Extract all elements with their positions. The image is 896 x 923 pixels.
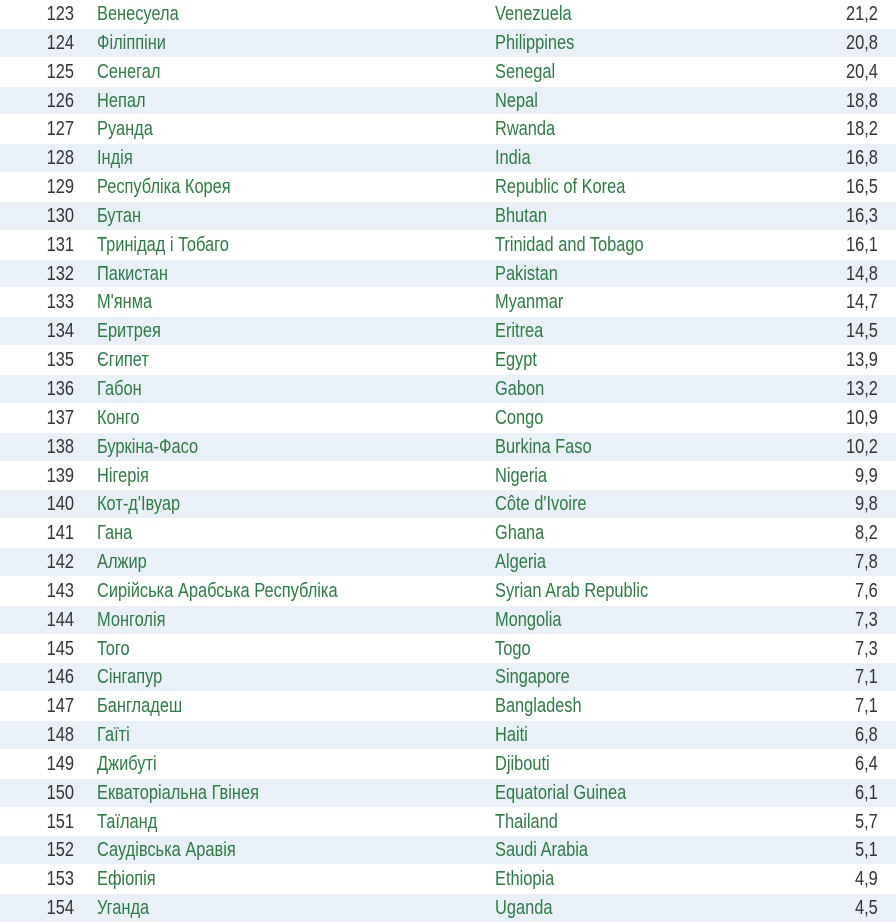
value-cell: 16,8 (846, 147, 878, 170)
country-name-ua: Індія (97, 147, 133, 170)
value-cell: 14,8 (846, 262, 878, 285)
table-row (0, 865, 896, 894)
country-name-ua: Бангладеш (97, 695, 183, 718)
country-name-en: Republic of Korea (495, 176, 626, 199)
table-row (0, 808, 896, 837)
value-cell: 7,8 (855, 551, 878, 574)
country-name-en: Rwanda (495, 118, 556, 141)
table-row (0, 0, 896, 29)
rank-cell: 123 (46, 3, 74, 25)
rank-cell: 137 (46, 406, 74, 429)
value-cell: 5,1 (855, 839, 878, 862)
country-name-en: Mongolia (495, 608, 562, 631)
value-cell: 21,2 (846, 3, 878, 25)
country-name-en: Pakistan (495, 262, 558, 285)
country-name-en: Togo (495, 637, 531, 660)
country-name-ua: Нігерія (97, 464, 149, 487)
table-row (0, 519, 896, 548)
rank-cell: 127 (46, 118, 74, 141)
rank-cell: 144 (46, 608, 74, 631)
value-cell: 14,7 (846, 291, 878, 314)
value-cell: 18,2 (846, 118, 878, 141)
country-name-ua: Гаїті (97, 724, 130, 747)
rank-cell: 131 (46, 233, 74, 256)
country-name-en: Nigeria (495, 464, 547, 487)
value-cell: 7,3 (855, 637, 878, 660)
country-name-ua: Таїланд (97, 810, 158, 833)
country-name-en: Bhutan (495, 204, 547, 227)
rank-cell: 143 (46, 579, 74, 602)
value-cell: 16,5 (846, 176, 878, 199)
value-cell: 20,8 (846, 31, 878, 54)
country-name-en: Gabon (495, 377, 545, 400)
country-name-en: Myanmar (495, 291, 564, 314)
country-name-en: Côte d'Ivoire (495, 493, 587, 516)
table-row (0, 87, 896, 116)
table-row (0, 663, 896, 692)
country-name-en: Philippines (495, 31, 575, 54)
rank-cell: 146 (46, 666, 74, 689)
value-cell: 10,2 (846, 435, 878, 458)
country-name-ua: Непал (97, 89, 146, 112)
rank-cell: 147 (46, 695, 74, 718)
country-name-en: Venezuela (495, 3, 572, 25)
table-row (0, 894, 896, 923)
value-cell: 13,2 (846, 377, 878, 400)
table-row (0, 433, 896, 462)
value-cell: 9,8 (855, 493, 878, 516)
country-name-en: Nepal (495, 89, 538, 112)
table-row (0, 404, 896, 433)
table-row (0, 144, 896, 173)
rank-cell: 153 (46, 868, 74, 891)
country-name-en: Algeria (495, 551, 547, 574)
table-row (0, 462, 896, 491)
country-name-en: Uganda (495, 897, 553, 920)
value-cell: 8,2 (855, 522, 878, 545)
rank-cell: 132 (46, 262, 74, 285)
rank-cell: 133 (46, 291, 74, 314)
rank-cell: 141 (46, 522, 74, 545)
country-name-en: Eritrea (495, 320, 544, 343)
table-row (0, 317, 896, 346)
country-name-ua: Руанда (97, 118, 153, 141)
country-name-ua: Сінгапур (97, 666, 163, 689)
rank-cell: 134 (46, 320, 74, 343)
value-cell: 9,9 (855, 464, 878, 487)
country-name-en: Saudi Arabia (495, 839, 589, 862)
value-cell: 5,7 (855, 810, 878, 833)
country-name-en: India (495, 147, 531, 170)
country-name-en: Ghana (495, 522, 545, 545)
country-name-en: Djibouti (495, 752, 550, 775)
rank-cell: 138 (46, 435, 74, 458)
table-row (0, 577, 896, 606)
rank-cell: 129 (46, 176, 74, 199)
table-row (0, 692, 896, 721)
table-row (0, 231, 896, 260)
value-cell: 6,4 (855, 752, 878, 775)
value-cell: 7,1 (855, 695, 878, 718)
country-name-ua: Республіка Корея (97, 176, 231, 199)
rank-cell: 125 (46, 60, 74, 83)
value-cell: 7,1 (855, 666, 878, 689)
table-row (0, 548, 896, 577)
table-row (0, 750, 896, 779)
value-cell: 20,4 (846, 60, 878, 83)
country-name-ua: М'янма (97, 291, 153, 314)
table-row (0, 115, 896, 144)
country-name-ua: Алжир (97, 551, 147, 574)
country-name-ua: Бутан (97, 204, 142, 227)
country-name-ua: Конго (97, 406, 140, 429)
table-row (0, 346, 896, 375)
value-cell: 7,6 (855, 579, 878, 602)
country-name-ua: Еритрея (97, 320, 161, 343)
rank-cell: 136 (46, 377, 74, 400)
rank-cell: 149 (46, 752, 74, 775)
table-row (0, 721, 896, 750)
country-name-en: Egypt (495, 349, 537, 372)
value-cell: 6,8 (855, 724, 878, 747)
table-row (0, 288, 896, 317)
country-name-ua: Уганда (97, 897, 150, 920)
rank-cell: 154 (46, 897, 74, 920)
country-name-en: Singapore (495, 666, 570, 689)
country-name-ua: Екваторіальна Гвінея (97, 781, 259, 804)
table-row (0, 173, 896, 202)
country-name-ua: Габон (97, 377, 142, 400)
rank-cell: 152 (46, 839, 74, 862)
country-name-ua: Пакистан (97, 262, 168, 285)
table-row (0, 779, 896, 808)
country-name-ua: Того (97, 637, 130, 660)
table-row (0, 490, 896, 519)
rank-cell: 142 (46, 551, 74, 574)
table-row (0, 635, 896, 664)
value-cell: 13,9 (846, 349, 878, 372)
country-name-ua: Сенегал (97, 60, 161, 83)
value-cell: 10,9 (846, 406, 878, 429)
country-name-ua: Тринідад і Тобаго (97, 233, 229, 256)
country-name-ua: Джибуті (97, 752, 157, 775)
country-name-ua: Гана (97, 522, 133, 545)
rank-cell: 151 (46, 810, 74, 833)
country-name-en: Senegal (495, 60, 556, 83)
table-row (0, 29, 896, 58)
table-row (0, 375, 896, 404)
rank-cell: 126 (46, 89, 74, 112)
value-cell: 16,3 (846, 204, 878, 227)
country-name-ua: Саудівська Аравія (97, 839, 236, 862)
country-name-en: Ethiopia (495, 868, 555, 891)
country-name-ua: Філіппіни (97, 31, 166, 54)
rank-cell: 130 (46, 204, 74, 227)
value-cell: 4,9 (855, 868, 878, 891)
country-name-en: Haiti (495, 724, 528, 747)
rank-cell: 135 (46, 349, 74, 372)
country-name-ua: Єгипет (97, 349, 149, 372)
table-row (0, 836, 896, 865)
country-name-en: Bangladesh (495, 695, 582, 718)
value-cell: 14,5 (846, 320, 878, 343)
rank-cell: 140 (46, 493, 74, 516)
value-cell: 4,5 (855, 897, 878, 920)
country-name-ua: Кот-д'Івуар (97, 493, 181, 516)
country-name-en: Thailand (495, 810, 558, 833)
country-name-en: Burkina Faso (495, 435, 592, 458)
country-name-en: Congo (495, 406, 544, 429)
country-name-en: Trinidad and Tobago (495, 233, 644, 256)
table-row (0, 202, 896, 231)
table-row (0, 606, 896, 635)
country-name-ua: Ефіопія (97, 868, 156, 891)
value-cell: 16,1 (846, 233, 878, 256)
value-cell: 18,8 (846, 89, 878, 112)
rank-cell: 150 (46, 781, 74, 804)
country-name-en: Syrian Arab Republic (495, 579, 649, 602)
country-name-en: Equatorial Guinea (495, 781, 627, 804)
country-name-ua: Венесуела (97, 3, 179, 25)
rank-cell: 145 (46, 637, 74, 660)
rank-cell: 139 (46, 464, 74, 487)
country-name-ua: Сирійська Арабська Республіка (97, 579, 338, 602)
country-name-ua: Монголія (97, 608, 166, 631)
rank-cell: 148 (46, 724, 74, 747)
table-row (0, 260, 896, 289)
value-cell: 7,3 (855, 608, 878, 631)
rank-cell: 128 (46, 147, 74, 170)
table-row (0, 58, 896, 87)
rank-cell: 124 (46, 31, 74, 54)
value-cell: 6,1 (855, 781, 878, 804)
country-name-ua: Буркіна-Фасо (97, 435, 199, 458)
